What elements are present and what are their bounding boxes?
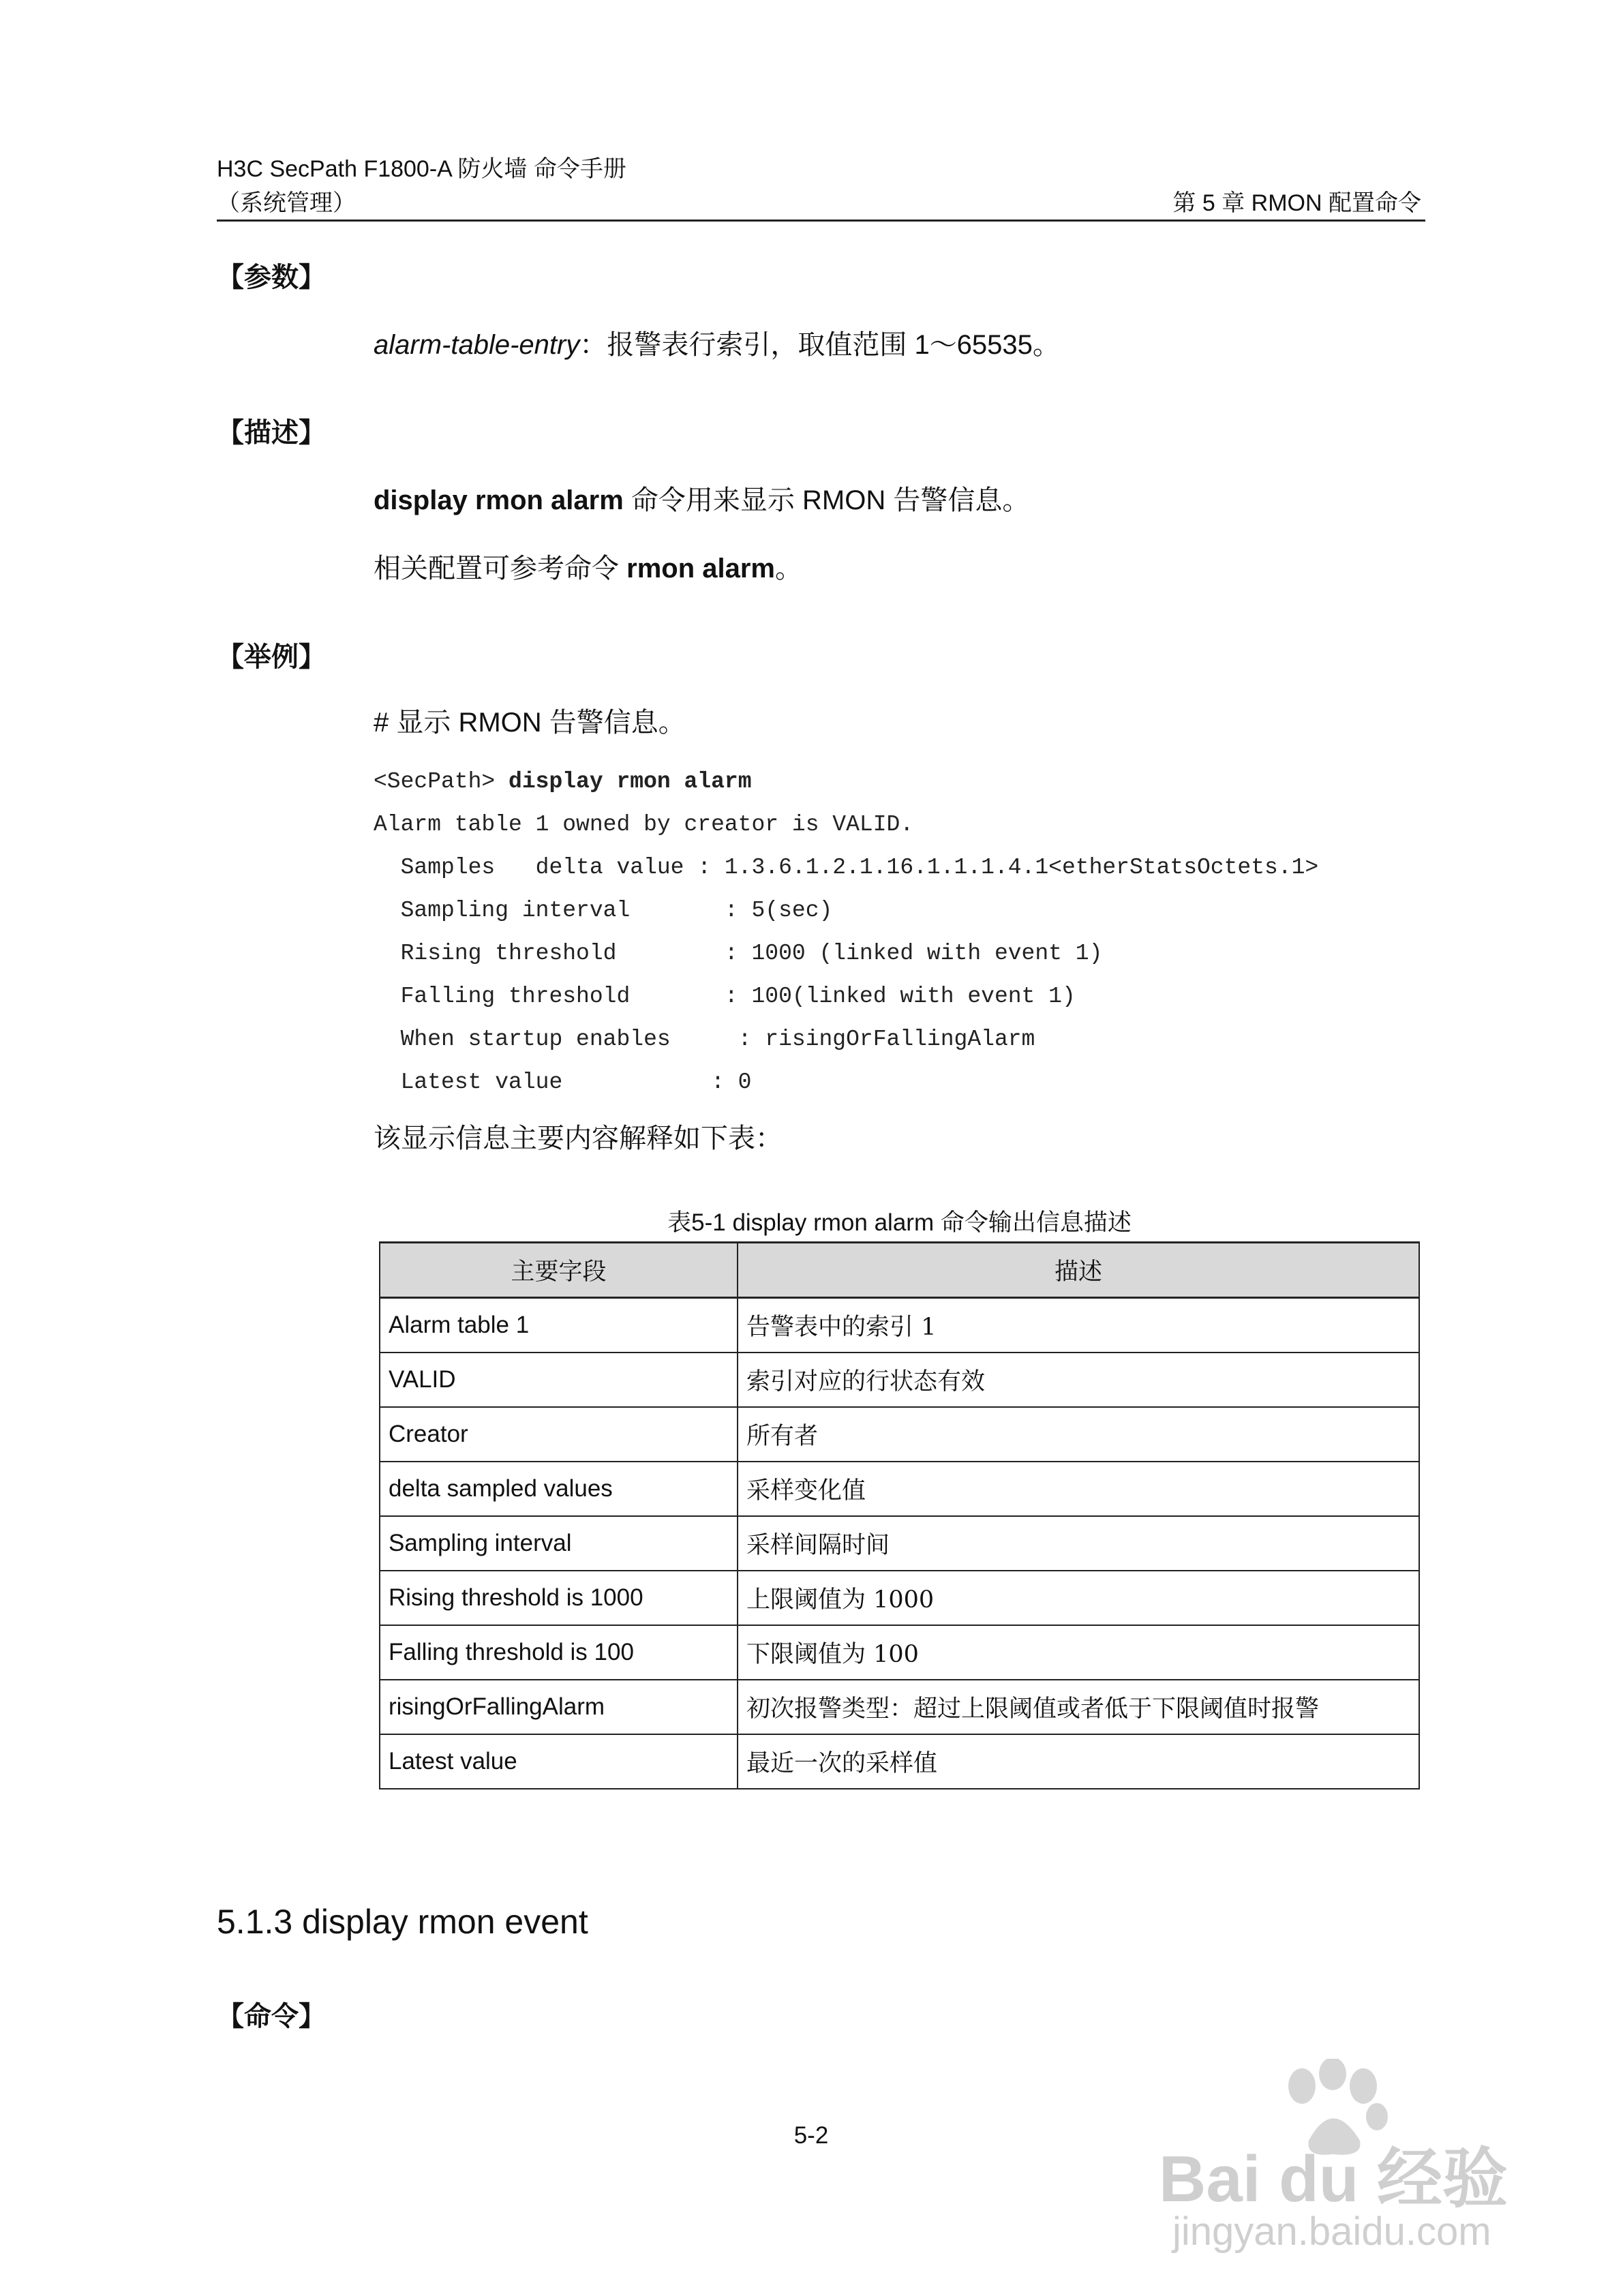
cli-output-line: Latest value : 0	[374, 1070, 752, 1095]
example-comment: # 显示 RMON 告警信息。	[374, 708, 686, 738]
table-row	[380, 1680, 1419, 1734]
table-cell-desc: 初次报警类型：超过上限阈值或者低于下限阈值时报警	[738, 1680, 1419, 1734]
description-line2-pre: 相关配置可参考命令	[374, 554, 627, 584]
table-cell-field: Latest value	[380, 1734, 738, 1789]
table-cell-field: Alarm table 1	[380, 1298, 738, 1353]
description-line1	[374, 483, 1029, 518]
description-line2	[374, 551, 802, 586]
table-caption: 表5-1 display rmon alarm 命令输出信息描述	[667, 1209, 1132, 1236]
watermark-brand: Bai du 经验	[1159, 2143, 1508, 2216]
table-cell-desc: 采样变化值	[738, 1462, 1419, 1516]
cli-output-line: Alarm table 1 owned by creator is VALID.	[374, 812, 914, 837]
params-text	[374, 327, 1060, 363]
table-header-desc: 描述	[738, 1243, 1419, 1298]
description-line1-rest: 命令用来显示 RMON 告警信息。	[623, 485, 1030, 515]
table-cell-field: risingOrFallingAlarm	[380, 1680, 738, 1734]
params-desc: ：报警表行索引，取值范围 1～65535。	[579, 330, 1060, 360]
page-number: 5-2	[793, 2122, 829, 2149]
example-cli-prompt-line	[374, 769, 752, 794]
command-heading: 【命令】	[217, 2002, 326, 2031]
table-cell-desc: 采样间隔时间	[738, 1516, 1419, 1571]
section-title: 5.1.3 display rmon event	[217, 1903, 588, 1941]
info-table	[379, 1241, 1420, 1789]
cli-output-line: Sampling interval : 5(sec)	[374, 898, 833, 923]
description-heading: 【描述】	[217, 418, 326, 448]
table-row	[380, 1734, 1419, 1789]
table-cell-desc: 所有者	[738, 1407, 1419, 1462]
table-row	[380, 1298, 1419, 1353]
table-row	[380, 1407, 1419, 1462]
table-row	[380, 1571, 1419, 1625]
example-heading: 【举例】	[217, 642, 326, 672]
description-cmd: display rmon alarm	[374, 485, 624, 515]
table-cell-field: Falling threshold is 100	[380, 1625, 738, 1680]
header-title: H3C SecPath F1800-A 防火墙 命令手册	[217, 156, 626, 182]
table-cell-field: Rising threshold is 1000	[380, 1571, 738, 1625]
description-line2-post: 。	[774, 554, 802, 584]
table-cell-desc: 下限阈值为 100	[738, 1625, 1419, 1680]
table-cell-desc: 告警表中的索引 1	[738, 1298, 1419, 1353]
table-row	[380, 1462, 1419, 1516]
header-rule	[217, 220, 1425, 222]
cli-prompt: <SecPath>	[374, 769, 509, 794]
params-heading: 【参数】	[217, 262, 326, 292]
table-cell-field: delta sampled values	[380, 1462, 738, 1516]
table-row	[380, 1353, 1419, 1407]
example-explain: 该显示信息主要内容解释如下表：	[374, 1123, 783, 1153]
table-header-field: 主要字段	[380, 1243, 738, 1298]
cli-output-line: Falling threshold : 100(linked with event 1)	[374, 984, 1076, 1009]
header-subtitle: （系统管理）	[217, 190, 356, 216]
table-row	[380, 1516, 1419, 1571]
cli-output-line: Samples delta value : 1.3.6.1.2.1.16.1.1.1.4.1<etherStatsOctets.1>	[374, 855, 1319, 880]
cli-output-line: When startup enables : risingOrFallingAlarm	[374, 1027, 1035, 1052]
table-header-row	[380, 1243, 1419, 1298]
table-cell-desc: 上限阈值为 1000	[738, 1571, 1419, 1625]
table-cell-desc: 最近一次的采样值	[738, 1734, 1419, 1789]
cli-output-line: Rising threshold : 1000 (linked with event 1)	[374, 941, 1103, 966]
cli-command: display rmon alarm	[509, 769, 752, 794]
table-cell-field: VALID	[380, 1353, 738, 1407]
table-cell-desc: 索引对应的行状态有效	[738, 1353, 1419, 1407]
watermark-url: jingyan.baidu.com	[1172, 2209, 1491, 2254]
params-arg: alarm-table-entry	[374, 330, 580, 360]
table-cell-field: Creator	[380, 1407, 738, 1462]
watermark	[1159, 2059, 1541, 2263]
table-row	[380, 1625, 1419, 1680]
header-chapter: 第 5 章 RMON 配置命令	[1172, 190, 1421, 216]
table-cell-field: Sampling interval	[380, 1516, 738, 1571]
description-line2-cmd: rmon alarm	[626, 554, 775, 584]
